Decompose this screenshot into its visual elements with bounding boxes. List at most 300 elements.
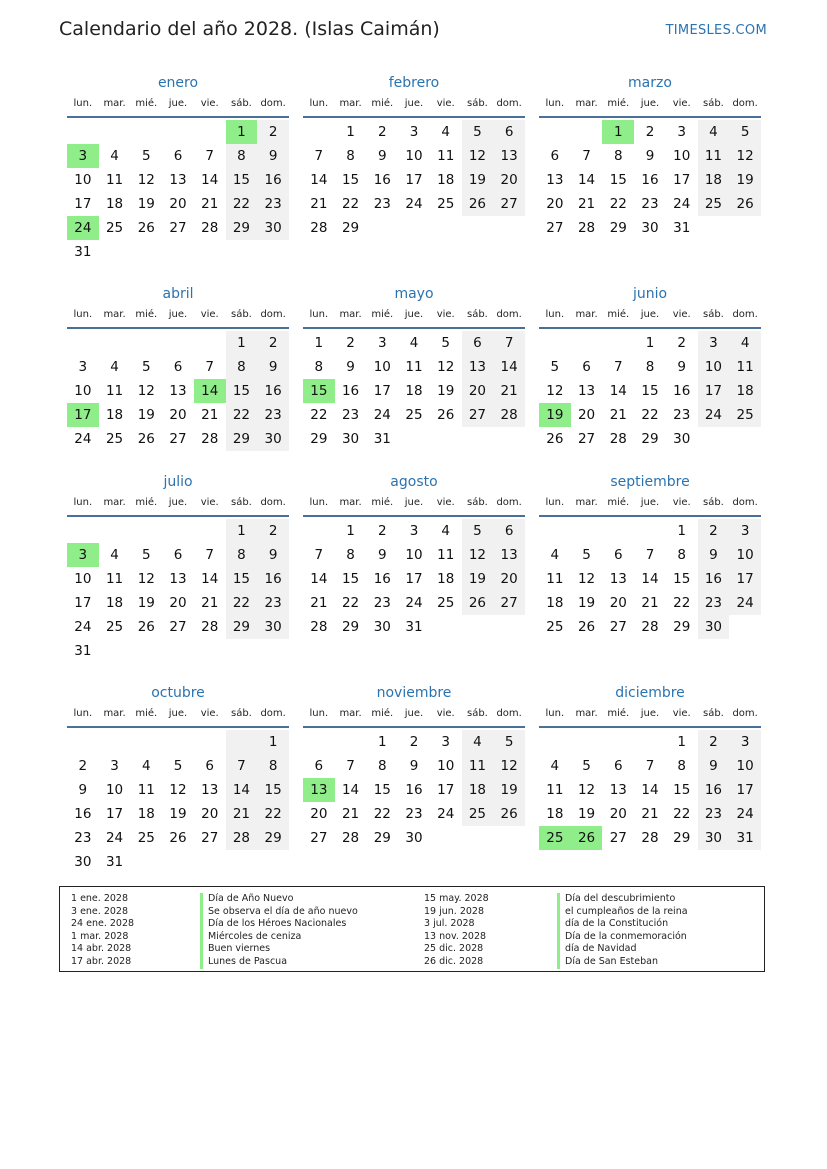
day-cell: 4: [141, 758, 151, 774]
empty-day-cell: [634, 519, 666, 543]
weekday-label: sáb.: [702, 497, 724, 508]
empty-day-cell: [99, 240, 131, 264]
weekday-label: sáb.: [466, 708, 488, 719]
legend-entry: 13 nov. 2028: [424, 930, 487, 942]
day-cell: 9: [257, 144, 289, 168]
month-name: diciembre: [615, 685, 685, 701]
weekday-label: mié.: [371, 98, 394, 109]
empty-day-cell: [130, 730, 162, 754]
day-cell: 14: [641, 571, 659, 587]
day-cell: 26: [462, 591, 494, 615]
day-cell: 28: [201, 619, 219, 635]
day-cell: 21: [201, 196, 219, 212]
day-cell: 2: [698, 519, 730, 543]
day-cell: 18: [437, 172, 455, 188]
day-cell: 25: [105, 619, 124, 635]
month-octubre: [67, 683, 289, 874]
weekday-label: lun.: [73, 309, 93, 320]
day-cell: 8: [677, 547, 686, 563]
day-cell: 4: [409, 335, 419, 351]
holiday-day-cell: 13: [303, 778, 335, 802]
day-cell: 2: [377, 124, 387, 140]
weekday-label: mié.: [607, 309, 630, 320]
day-cell: 18: [546, 806, 564, 822]
empty-day-cell: [571, 730, 603, 754]
weekday-header: [539, 706, 761, 728]
day-cell: 18: [105, 595, 124, 611]
day-cell: 19: [137, 407, 155, 423]
empty-day-cell: [162, 519, 194, 543]
day-cell: 7: [493, 331, 525, 355]
day-cell: 6: [173, 359, 183, 375]
legend-entry: 26 dic. 2028: [424, 955, 484, 967]
day-cell: 26: [169, 830, 187, 846]
day-cell: 30: [257, 615, 289, 639]
day-cell: 8: [226, 355, 258, 379]
day-cell: 21: [577, 196, 596, 212]
day-cell: 15: [341, 172, 360, 188]
empty-day-cell: [398, 216, 430, 240]
day-cell: 23: [257, 192, 289, 216]
days-grid: [67, 331, 289, 451]
weekday-label: lun.: [309, 309, 329, 320]
day-cell: 8: [377, 758, 387, 774]
weekday-label: sáb.: [466, 309, 488, 320]
day-cell: 12: [729, 144, 761, 168]
day-cell: 15: [673, 782, 691, 798]
day-cell: 6: [613, 758, 623, 774]
day-cell: 26: [546, 431, 564, 447]
weekday-label: mié.: [135, 98, 158, 109]
empty-day-cell: [303, 730, 335, 754]
month-marzo: [539, 73, 761, 240]
day-cell: 16: [405, 782, 423, 798]
day-cell: 28: [201, 220, 219, 236]
empty-day-cell: [493, 615, 525, 639]
empty-day-cell: [698, 216, 730, 240]
day-cell: 20: [546, 196, 564, 212]
day-cell: 22: [341, 595, 360, 611]
day-cell: 15: [373, 782, 391, 798]
holiday-day-cell: 26: [571, 826, 603, 850]
day-cell: 28: [310, 619, 328, 635]
day-cell: 9: [698, 543, 730, 567]
day-cell: 24: [729, 802, 761, 826]
day-cell: 4: [462, 730, 494, 754]
days-grid: [539, 519, 761, 639]
holiday-day-cell: 1: [602, 120, 634, 144]
day-cell: 27: [546, 220, 564, 236]
day-cell: 20: [169, 595, 187, 611]
day-cell: 3: [377, 335, 387, 351]
day-cell: 1: [314, 335, 324, 351]
days-grid: [303, 120, 525, 240]
day-cell: 30: [673, 431, 691, 447]
weekday-label: vie.: [672, 98, 691, 109]
empty-day-cell: [194, 730, 226, 754]
day-cell: 12: [577, 571, 596, 587]
weekday-label: dom.: [260, 497, 286, 508]
weekday-label: dom.: [732, 708, 758, 719]
empty-day-cell: [257, 850, 289, 874]
brand-logo[interactable]: TIMESLES.COM: [665, 23, 767, 38]
day-cell: 15: [226, 379, 258, 403]
day-cell: 24: [437, 806, 455, 822]
day-cell: 10: [405, 547, 423, 563]
day-cell: 11: [546, 571, 564, 587]
empty-day-cell: [67, 331, 99, 355]
day-cell: 17: [673, 172, 691, 188]
weekday-label: vie.: [436, 309, 455, 320]
day-cell: 2: [698, 730, 730, 754]
day-cell: 18: [105, 196, 124, 212]
month-agosto: [303, 472, 525, 639]
weekday-header: [539, 495, 761, 517]
weekday-label: dom.: [732, 309, 758, 320]
weekday-label: jue.: [168, 497, 188, 508]
day-cell: 17: [105, 806, 124, 822]
day-cell: 13: [493, 543, 525, 567]
month-septiembre: [539, 472, 761, 639]
weekday-label: jue.: [404, 309, 424, 320]
day-cell: 30: [257, 216, 289, 240]
day-cell: 19: [137, 196, 155, 212]
legend-entry: Se observa el día de año nuevo: [208, 905, 358, 917]
empty-day-cell: [257, 639, 289, 663]
day-cell: 7: [645, 758, 655, 774]
day-cell: 27: [493, 591, 525, 615]
day-cell: 2: [409, 734, 419, 750]
empty-day-cell: [335, 730, 367, 754]
legend-names-right: [557, 893, 688, 969]
day-cell: 12: [169, 782, 187, 798]
day-cell: 13: [546, 172, 564, 188]
days-grid: [67, 730, 289, 874]
weekday-label: lun.: [545, 708, 565, 719]
empty-day-cell: [398, 427, 430, 451]
empty-day-cell: [162, 850, 194, 874]
weekday-label: mar.: [575, 497, 598, 508]
empty-day-cell: [130, 519, 162, 543]
day-cell: 17: [405, 172, 423, 188]
day-cell: 5: [141, 148, 151, 164]
weekday-label: lun.: [545, 497, 565, 508]
day-cell: 24: [673, 196, 691, 212]
days-grid: [539, 730, 761, 850]
day-cell: 17: [698, 379, 730, 403]
legend-entry: 17 abr. 2028: [71, 955, 132, 967]
day-cell: 2: [677, 335, 686, 351]
day-cell: 7: [314, 148, 324, 164]
day-cell: 20: [310, 806, 328, 822]
day-cell: 28: [577, 220, 596, 236]
weekday-label: mié.: [371, 309, 394, 320]
legend-entry: Buen viernes: [208, 943, 271, 955]
empty-day-cell: [194, 120, 226, 144]
day-cell: 12: [546, 383, 564, 399]
holiday-day-cell: 3: [67, 543, 99, 567]
weekday-label: dom.: [496, 708, 522, 719]
day-cell: 29: [673, 830, 691, 846]
day-cell: 27: [609, 830, 627, 846]
day-cell: 18: [105, 407, 124, 423]
day-cell: 1: [226, 519, 258, 543]
day-cell: 13: [169, 172, 187, 188]
weekday-label: vie.: [672, 708, 691, 719]
day-cell: 14: [609, 383, 627, 399]
day-cell: 13: [169, 383, 187, 399]
day-cell: 17: [373, 383, 391, 399]
day-cell: 10: [74, 571, 92, 587]
day-cell: 24: [105, 830, 124, 846]
day-cell: 4: [550, 547, 560, 563]
day-cell: 13: [169, 571, 187, 587]
holiday-day-cell: 15: [303, 379, 335, 403]
month-junio: [539, 284, 761, 451]
weekday-label: lun.: [73, 98, 93, 109]
day-cell: 28: [226, 826, 258, 850]
day-cell: 12: [137, 571, 155, 587]
weekday-label: dom.: [260, 309, 286, 320]
weekday-header: [539, 307, 761, 329]
days-grid: [539, 120, 761, 240]
day-cell: 22: [341, 196, 360, 212]
weekday-label: mar.: [103, 497, 126, 508]
day-cell: 11: [105, 383, 124, 399]
weekday-header: [303, 96, 525, 118]
day-cell: 10: [437, 758, 455, 774]
day-cell: 25: [105, 431, 124, 447]
day-cell: 15: [257, 778, 289, 802]
day-cell: 6: [582, 359, 591, 375]
day-cell: 17: [74, 595, 92, 611]
day-cell: 1: [346, 124, 355, 140]
day-cell: 7: [582, 148, 591, 164]
month-diciembre: [539, 683, 761, 850]
weekday-label: mar.: [575, 708, 598, 719]
day-cell: 29: [341, 220, 360, 236]
day-cell: 8: [677, 758, 686, 774]
day-cell: 11: [546, 782, 564, 798]
empty-day-cell: [99, 639, 131, 663]
day-cell: 19: [462, 567, 494, 591]
day-cell: 10: [729, 754, 761, 778]
day-cell: 31: [105, 854, 124, 870]
weekday-label: mar.: [103, 309, 126, 320]
day-cell: 5: [550, 359, 560, 375]
day-cell: 30: [641, 220, 659, 236]
day-cell: 28: [641, 619, 659, 635]
day-cell: 25: [437, 595, 455, 611]
day-cell: 27: [201, 830, 219, 846]
day-cell: 20: [493, 567, 525, 591]
day-cell: 28: [201, 431, 219, 447]
day-cell: 16: [698, 778, 730, 802]
day-cell: 26: [729, 192, 761, 216]
legend-entry: 14 abr. 2028: [71, 943, 132, 955]
day-cell: 20: [462, 379, 494, 403]
day-cell: 21: [201, 407, 219, 423]
day-cell: 20: [577, 407, 596, 423]
day-cell: 24: [74, 619, 92, 635]
day-cell: 12: [493, 754, 525, 778]
day-cell: 22: [641, 407, 659, 423]
day-cell: 22: [373, 806, 391, 822]
day-cell: 9: [257, 355, 289, 379]
day-cell: 1: [257, 730, 289, 754]
weekday-header: [67, 495, 289, 517]
empty-day-cell: [194, 850, 226, 874]
day-cell: 19: [577, 595, 596, 611]
day-cell: 22: [673, 595, 691, 611]
day-cell: 16: [257, 567, 289, 591]
weekday-label: vie.: [436, 708, 455, 719]
empty-day-cell: [430, 615, 462, 639]
day-cell: 7: [205, 547, 214, 563]
day-cell: 8: [257, 754, 289, 778]
day-cell: 30: [698, 615, 730, 639]
day-cell: 15: [226, 168, 258, 192]
day-cell: 9: [257, 543, 289, 567]
weekday-label: jue.: [640, 309, 660, 320]
empty-day-cell: [493, 826, 525, 850]
day-cell: 8: [346, 547, 355, 563]
weekday-label: sáb.: [702, 98, 724, 109]
empty-day-cell: [729, 216, 761, 240]
day-cell: 8: [613, 148, 623, 164]
legend-entry: 1 mar. 2028: [71, 930, 129, 942]
legend-entry: día de la Constitución: [565, 918, 669, 930]
day-cell: 2: [257, 519, 289, 543]
weekday-label: sáb.: [230, 497, 252, 508]
day-cell: 25: [698, 192, 730, 216]
month-name: marzo: [628, 75, 672, 91]
empty-day-cell: [539, 519, 571, 543]
day-cell: 16: [698, 567, 730, 591]
weekday-label: vie.: [672, 497, 691, 508]
weekday-label: mié.: [371, 708, 394, 719]
day-cell: 13: [493, 144, 525, 168]
day-cell: 5: [141, 359, 151, 375]
day-cell: 27: [169, 431, 187, 447]
day-cell: 19: [729, 168, 761, 192]
day-cell: 5: [173, 758, 183, 774]
month-enero: [67, 73, 289, 264]
days-grid: [67, 519, 289, 663]
day-cell: 24: [729, 591, 761, 615]
weekday-header: [303, 495, 525, 517]
legend-entry: Día de la conmemoración: [565, 930, 687, 942]
weekday-label: sáb.: [466, 497, 488, 508]
day-cell: 3: [78, 359, 88, 375]
day-cell: 15: [226, 567, 258, 591]
day-cell: 26: [137, 220, 155, 236]
day-cell: 21: [201, 595, 219, 611]
day-cell: 14: [201, 571, 219, 587]
day-cell: 6: [613, 547, 623, 563]
holiday-day-cell: 3: [67, 144, 99, 168]
day-cell: 11: [405, 359, 423, 375]
weekday-label: mar.: [575, 98, 598, 109]
day-cell: 24: [405, 196, 423, 212]
day-cell: 21: [226, 802, 258, 826]
day-cell: 23: [698, 591, 730, 615]
empty-day-cell: [571, 331, 603, 355]
day-cell: 8: [314, 359, 324, 375]
day-cell: 21: [341, 806, 360, 822]
day-cell: 5: [462, 519, 494, 543]
weekday-label: vie.: [436, 98, 455, 109]
holiday-day-cell: 24: [67, 216, 99, 240]
day-cell: 29: [641, 431, 659, 447]
empty-day-cell: [67, 730, 99, 754]
holiday-day-cell: 17: [67, 403, 99, 427]
day-cell: 31: [729, 826, 761, 850]
empty-day-cell: [539, 730, 571, 754]
day-cell: 16: [341, 383, 360, 399]
month-name: julio: [163, 474, 193, 490]
weekday-label: dom.: [732, 98, 758, 109]
empty-day-cell: [729, 427, 761, 451]
weekday-label: sáb.: [466, 98, 488, 109]
days-grid: [303, 519, 525, 639]
weekday-label: mar.: [103, 98, 126, 109]
day-cell: 7: [346, 758, 355, 774]
day-cell: 30: [405, 830, 423, 846]
empty-day-cell: [366, 216, 398, 240]
days-grid: [539, 331, 761, 451]
empty-day-cell: [493, 216, 525, 240]
day-cell: 31: [74, 244, 92, 260]
empty-day-cell: [162, 730, 194, 754]
day-cell: 8: [346, 148, 355, 164]
day-cell: 8: [226, 144, 258, 168]
day-cell: 10: [729, 543, 761, 567]
day-cell: 29: [673, 619, 691, 635]
day-cell: 6: [493, 120, 525, 144]
empty-day-cell: [99, 120, 131, 144]
day-cell: 25: [137, 830, 155, 846]
day-cell: 13: [201, 782, 219, 798]
legend-entry: Día de Año Nuevo: [208, 893, 294, 904]
page-title: Calendario del año 2028. (Islas Caimán): [59, 18, 440, 40]
day-cell: 5: [729, 120, 761, 144]
weekday-label: mié.: [607, 497, 630, 508]
empty-day-cell: [130, 240, 162, 264]
day-cell: 22: [226, 403, 258, 427]
day-cell: 6: [205, 758, 214, 774]
day-cell: 13: [462, 355, 494, 379]
day-cell: 2: [78, 758, 88, 774]
legend-entry: el cumpleaños de la reina: [565, 905, 688, 917]
day-cell: 23: [257, 591, 289, 615]
day-cell: 14: [493, 355, 525, 379]
day-cell: 1: [346, 523, 355, 539]
day-cell: 30: [698, 826, 730, 850]
day-cell: 26: [137, 619, 155, 635]
weekday-header: [67, 307, 289, 329]
day-cell: 12: [137, 383, 155, 399]
weekday-label: jue.: [168, 98, 188, 109]
day-cell: 6: [173, 148, 183, 164]
day-cell: 24: [405, 595, 423, 611]
weekday-label: sáb.: [230, 98, 252, 109]
holiday-day-cell: 1: [226, 120, 258, 144]
day-cell: 16: [74, 806, 92, 822]
day-cell: 2: [257, 331, 289, 355]
empty-day-cell: [226, 730, 258, 754]
empty-day-cell: [194, 519, 226, 543]
